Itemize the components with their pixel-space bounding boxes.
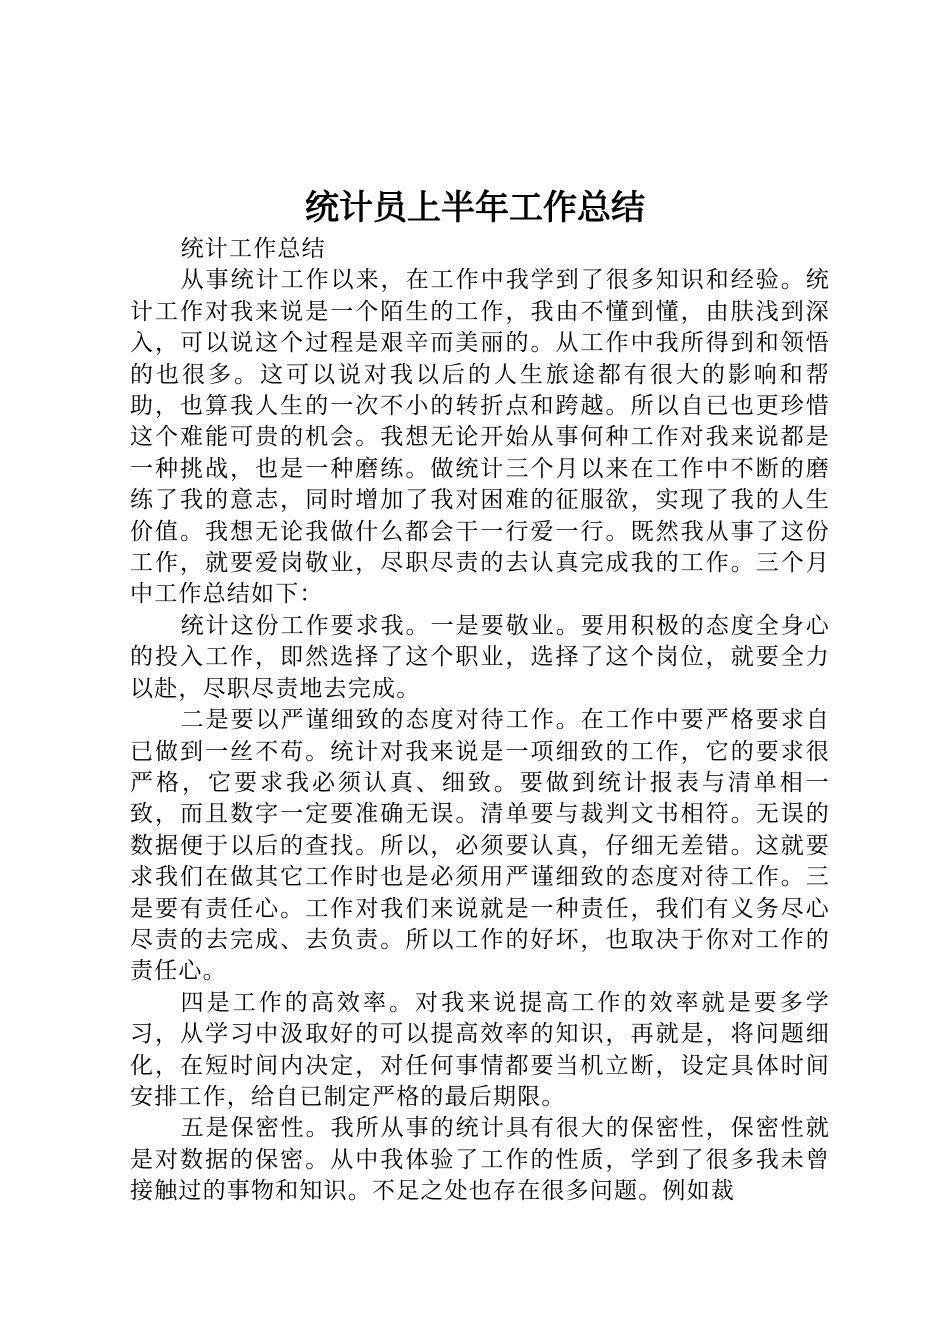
paragraph: 从事统计工作以来，在工作中我学到了很多知识和经验。统计工作对我来说是一个陌生的工作，我由不懂到懂，由肤浅到深入，可以说这个过程是艰辛而美丽的。从工作中我所得到和领悟的也很多。这可以说对我以后的人生旅途都有很大的影响和帮助，也算我人生的一次不小的转折点和跨越。所以自已也更珍惜这个难能可贵的机会。我想无论开始从事何种工作对我来说都是一种挑战，也是一种磨练。做统计三个月以来在工作中不断的磨练了我的意志，同时增加了我对困难的征服欲，实现了我的人生价值。我想无论我做什么都会干一行爱一行。既然我从事了这份工作，就要爱岗敬业，尽职尽责的去认真完成我的工作。三个月中工作总结如下： (130, 267, 830, 608)
paragraph: 二是要以严谨细致的态度对待工作。在工作中要严格要求自已做到一丝不苟。统计对我来说是一项细致的工作，它的要求很严格，它要求我必须认真、细致。要做到统计报表与清单相一致，而且数字一定要准确无误。清单要与裁判文书相符。无误的数据便于以后的查找。所以，必须要认真，仔细无差错。这就要求我们在做其它工作时也是必须用严谨细致的态度对待工作。三是要有责任心。工作对我们来说就是一种责任，我们有义务尽心尽责的去完成、去负责。所以工作的好坏，也取决于你对工作的责任心。 (130, 707, 830, 985)
paragraph: 四是工作的高效率。对我来说提高工作的效率就是要多学习，从学习中汲取好的可以提高效率的知识，再就是，将问题细化，在短时间内决定，对任何事情都要当机立断，设定具体时间安排工作，给自已制定严格的最后期限。 (130, 989, 830, 1110)
paragraph: 统计工作总结 (180, 236, 326, 262)
paragraph: 统计这份工作要求我。一是要敬业。要用积极的态度全身心的投入工作，即然选择了这个职业，选择了这个岗位，就要全力以赴，尽职尽责地去完成。 (130, 612, 830, 702)
document-title: 统计员上半年工作总结 (305, 188, 645, 228)
paragraph: 五是保密性。我所从事的统计具有很大的保密性，保密性就是对数据的保密。从中我体验了工作的性质，学到了很多我未曾接触过的事物和知识。不足之处也存在很多问题。例如裁 (130, 1115, 830, 1205)
document-body (130, 234, 830, 1208)
